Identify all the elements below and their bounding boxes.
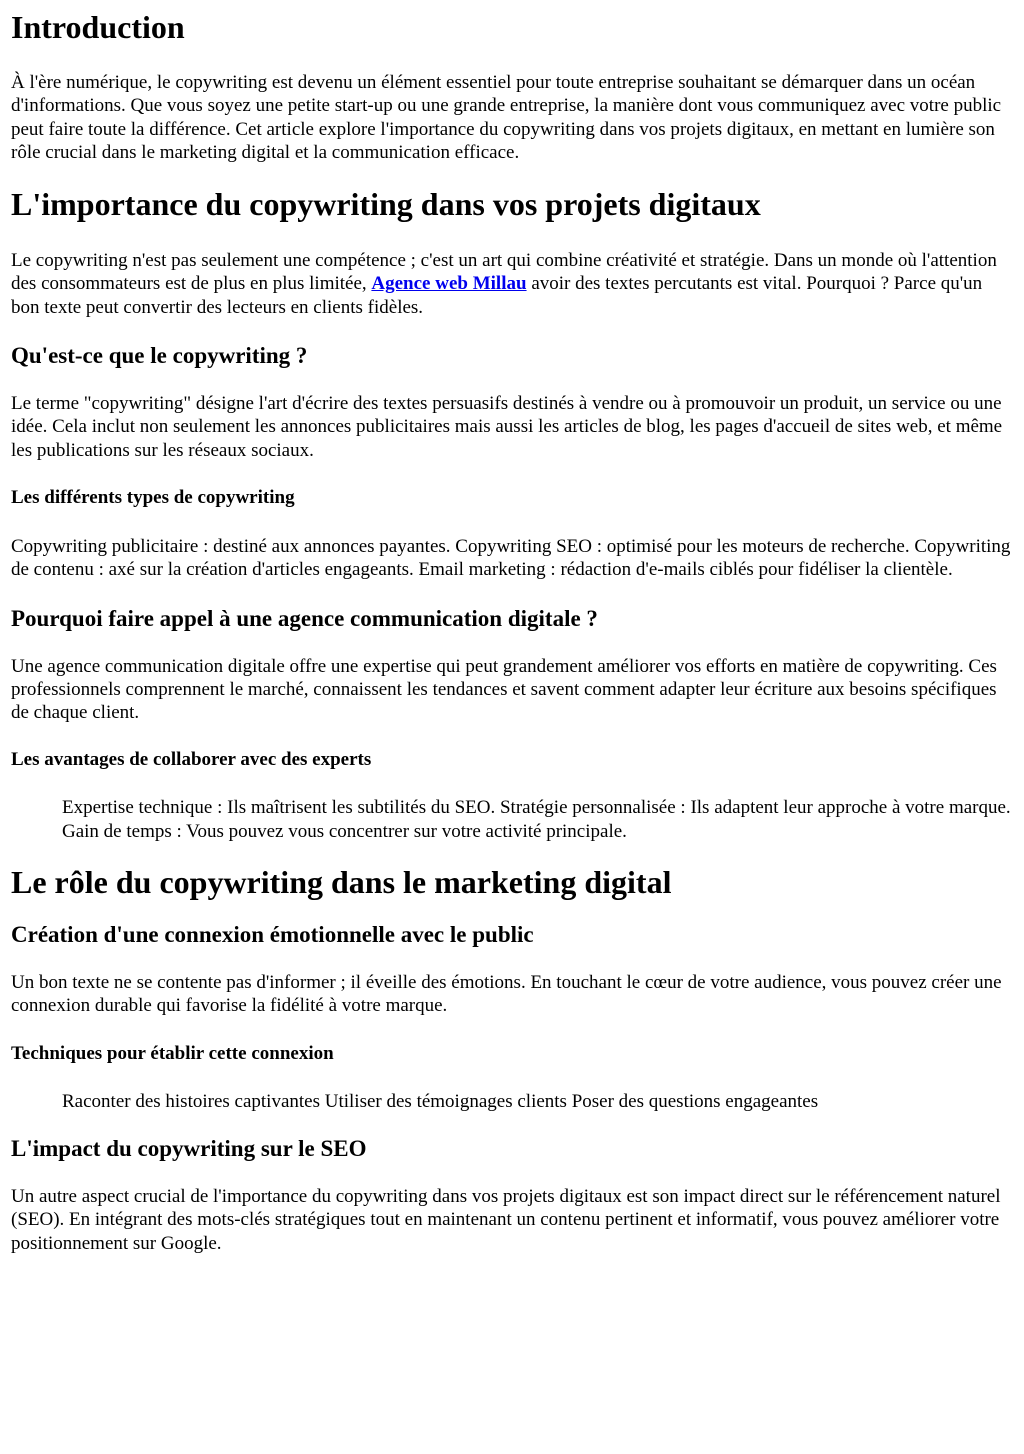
- heading-seo: L'impact du copywriting sur le SEO: [11, 1135, 367, 1161]
- paragraph-definition: Le terme "copywriting" désigne l'art d'écrire des textes persuasifs destinés à vendre ou à promouvoir un produit, un service ou une idée. Cela inclut non seulement les annonces publicitaires mais aussi les articles de blog, les pages d'accueil de sites web, et même les publications sur les réseaux sociaux.: [11, 393, 1003, 461]
- heading-importance: L'importance du copywriting dans vos projets digitaux: [11, 186, 761, 223]
- heading-techniques: Techniques pour établir cette connexion: [11, 1042, 334, 1064]
- paragraph-emotion: Un bon texte ne se contente pas d'informer ; il éveille des émotions. En touchant le cœur de votre audience, vous pouvez créer une connexion durable qui favorise la fidélité à votre marque.: [11, 972, 1002, 1017]
- heading-introduction: Introduction: [11, 9, 185, 45]
- heading-role: Le rôle du copywriting dans le marketing digital: [11, 864, 672, 901]
- heading-advantages: Les avantages de collaborer avec des experts: [11, 749, 372, 771]
- heading-types: Les différents types de copywriting: [11, 486, 295, 508]
- paragraph-introduction: À l'ère numérique, le copywriting est devenu un élément essentiel pour toute entreprise souhaitant se démarquer dans un océan d'informations. Que vous soyez une petite start-up ou une grande entreprise, la manière dont vous communiquez avec votre public peut faire toute la différence. Cet article explore l'importance du copywriting dans vos projets digitaux, en mettant en lumière son rôle crucial dans le marketing digital et la communication efficace.: [11, 72, 1002, 163]
- heading-emotion: Création d'une connexion émotionnelle avec le public: [11, 922, 534, 948]
- agence-web-millau-link[interactable]: Agence web Millau: [371, 273, 527, 295]
- paragraph-seo: Un autre aspect crucial de l'importance du copywriting dans vos projets digitaux est son impact direct sur le référencement naturel (SEO). En intégrant des mots-clés stratégiques tout en maintenant un contenu pertinent et informatif, vous pouvez améliorer votre positionnement sur Google.: [11, 1185, 1001, 1254]
- quote-advantages: Expertise technique : Ils maîtrisent les subtilités du SEO. Stratégie personnalisée : Ils adaptent leur approche à votre marque. Gain de temps : Vous pouvez vous concentrer sur votre activité principale.: [62, 797, 1011, 842]
- paragraph-agency: Une agence communication digitale offre une expertise qui peut grandement améliorer vos efforts en matière de copywriting. Ces professionnels comprennent le marché, connaissent les tendances et savent comment adapter leur écriture aux besoins spécifiques de chaque client.: [11, 655, 997, 724]
- paragraph-importance-start: Le copywriting n'est pas seulement une compétence ; c'est un art qui combine créativité et stratégie. Dans un monde où l'attention des consommateurs est de plus en plus limitée,: [11, 250, 997, 295]
- heading-agency: Pourquoi faire appel à une agence communication digitale ?: [11, 605, 598, 631]
- quote-techniques: Raconter des histoires captivantes Utiliser des témoignages clients Poser des questions engageantes: [62, 1090, 819, 1112]
- paragraph-types: Copywriting publicitaire : destiné aux annonces payantes. Copywriting SEO : optimisé pour les moteurs de recherche. Copywriting de contenu : axé sur la création d'articles engageants. Email marketing : rédaction d'e-mails ciblés pour fidéliser la clientèle.: [11, 535, 1011, 581]
- article: [0, 8, 1024, 1255]
- heading-definition: Qu'est-ce que le copywriting ?: [11, 343, 308, 369]
- paragraph-importance-end: avoir des textes percutants est vital. Pourquoi ? Parce qu'un bon texte peut convertir des lecteurs en clients fidèles.: [11, 273, 983, 318]
- paragraph-importance: [11, 249, 1012, 319]
